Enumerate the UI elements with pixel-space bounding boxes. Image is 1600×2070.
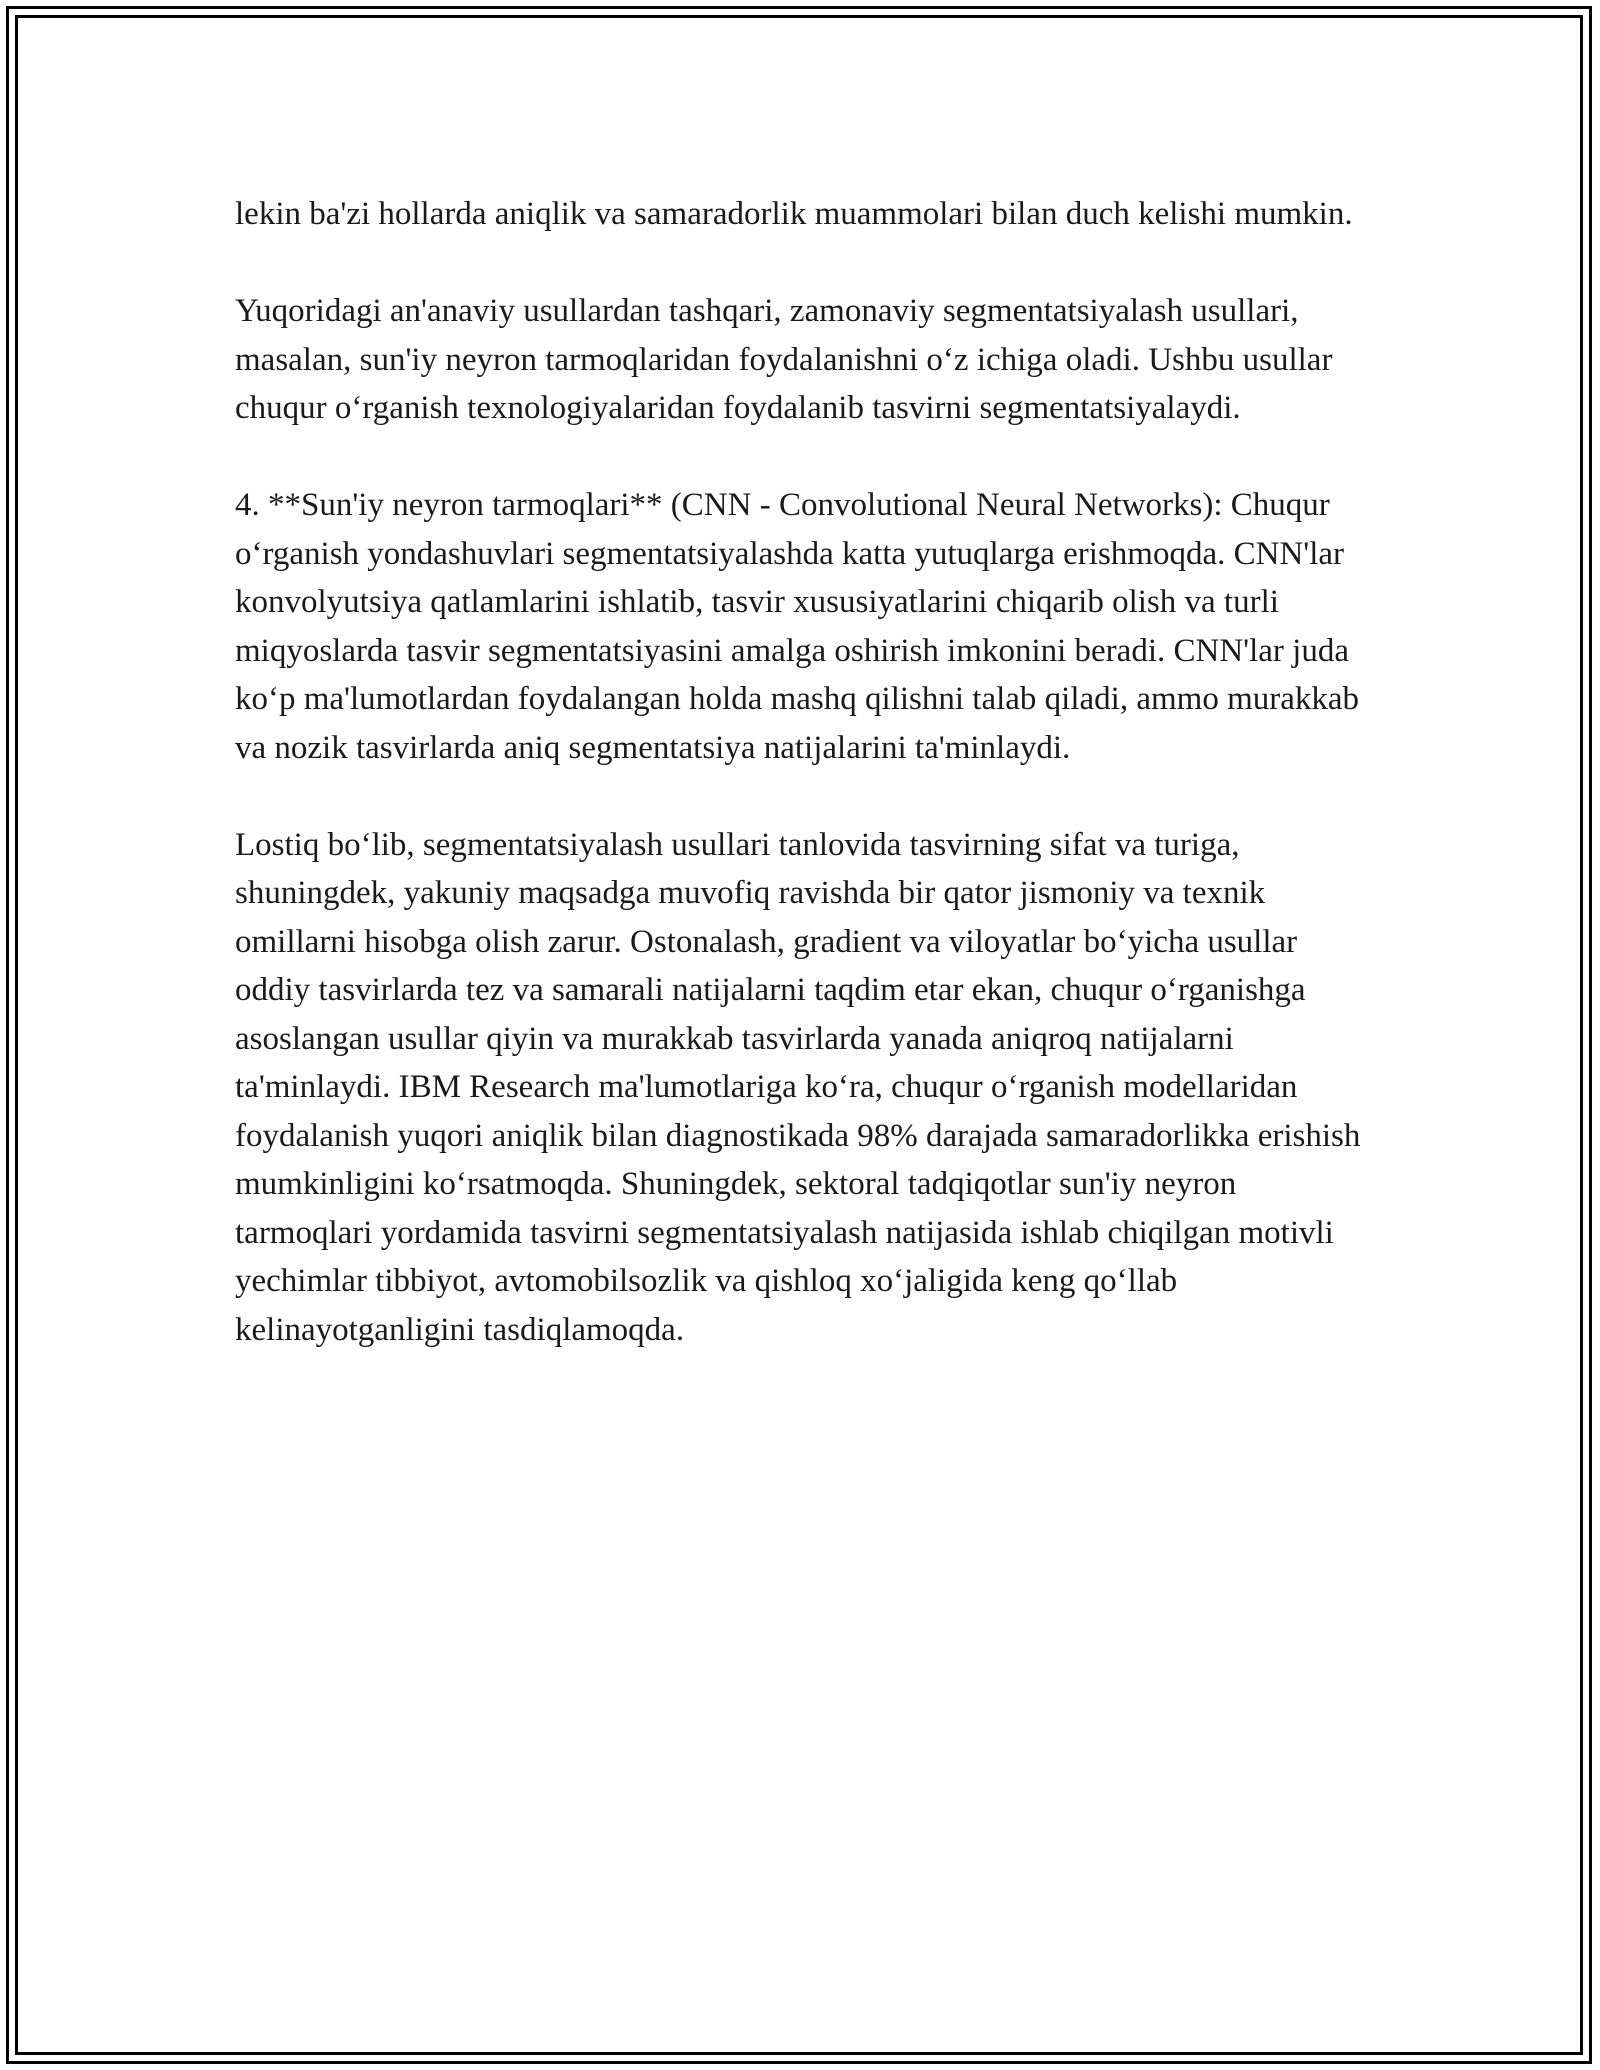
paragraph-modern-methods: Yuqoridagi an'anaviy usullardan tashqari, zamonaviy segmentatsiyalash usullari, masalan, sun'iy neyron tarmoqlaridan foydalanishni o‘z ichiga oladi. Ushbu usullar chuqur o‘rganish texnologiyalaridan foydalanib tasvirni segmentatsiyalaydi. bbox=[235, 293, 1333, 426]
paragraph-cnn: 4. **Sun'iy neyron tarmoqlari** (CNN - Convolutional Neural Networks): Chuqur o‘rganish yondashuvlari segmentatsiyalashda katta yutuqlarga erishmoqda. CNN'lar konvolyutsiya qatlamlarini ishlatib, tasvir xususiyatlarini chiqarib olish va turli miqyoslarda tasvir segmentatsiyasini amalga oshirish imkonini beradi. CNN'lar juda ko‘p ma'lumotlardan foydalangan holda mashq qilishni talab qiladi, ammo murakkab va nozik tasvirlarda aniq segmentatsiya natijalarini ta'minlaydi. bbox=[235, 487, 1360, 766]
paragraph-continuation: lekin ba'zi hollarda aniqlik va samaradorlik muammolari bilan duch kelishi mumkin. bbox=[235, 196, 1353, 232]
paragraph-conclusion: Lostiq bo‘lib, segmentatsiyalash usullari tanlovida tasvirning sifat va turiga, shuningdek, yakuniy maqsadga muvofiq ravishda bir qator jismoniy va texnik omillarni hisobga olish zarur. Ostonalash, gradient va viloyatlar bo‘yicha usullar oddiy tasvirlarda tez va samarali natijalarni taqdim etar ekan, chuqur o‘rganishga asoslangan usullar qiyin va murakkab tasvirlarda yanada aniqroq natijalarni ta'minlaydi. IBM Research ma'lumotlariga ko‘ra, chuqur o‘rganish modellaridan foydalanish yuqori aniqlik bilan diagnostikada 98% darajada samaradorlikka erishish mumkinligini ko‘rsatmoqda. Shuningdek, sektoral tadqiqotlar sun'iy neyron tarmoqlari yordamida tasvirni segmentatsiyalash natijasida ishlab chiqilgan motivli yechimlar tibbiyot, avtomobilsozlik va qishloq xo‘jaligida keng qo‘llab kelinayotganligini tasdiqlamoqda. bbox=[235, 826, 1361, 1348]
document-body bbox=[235, 190, 1380, 1354]
